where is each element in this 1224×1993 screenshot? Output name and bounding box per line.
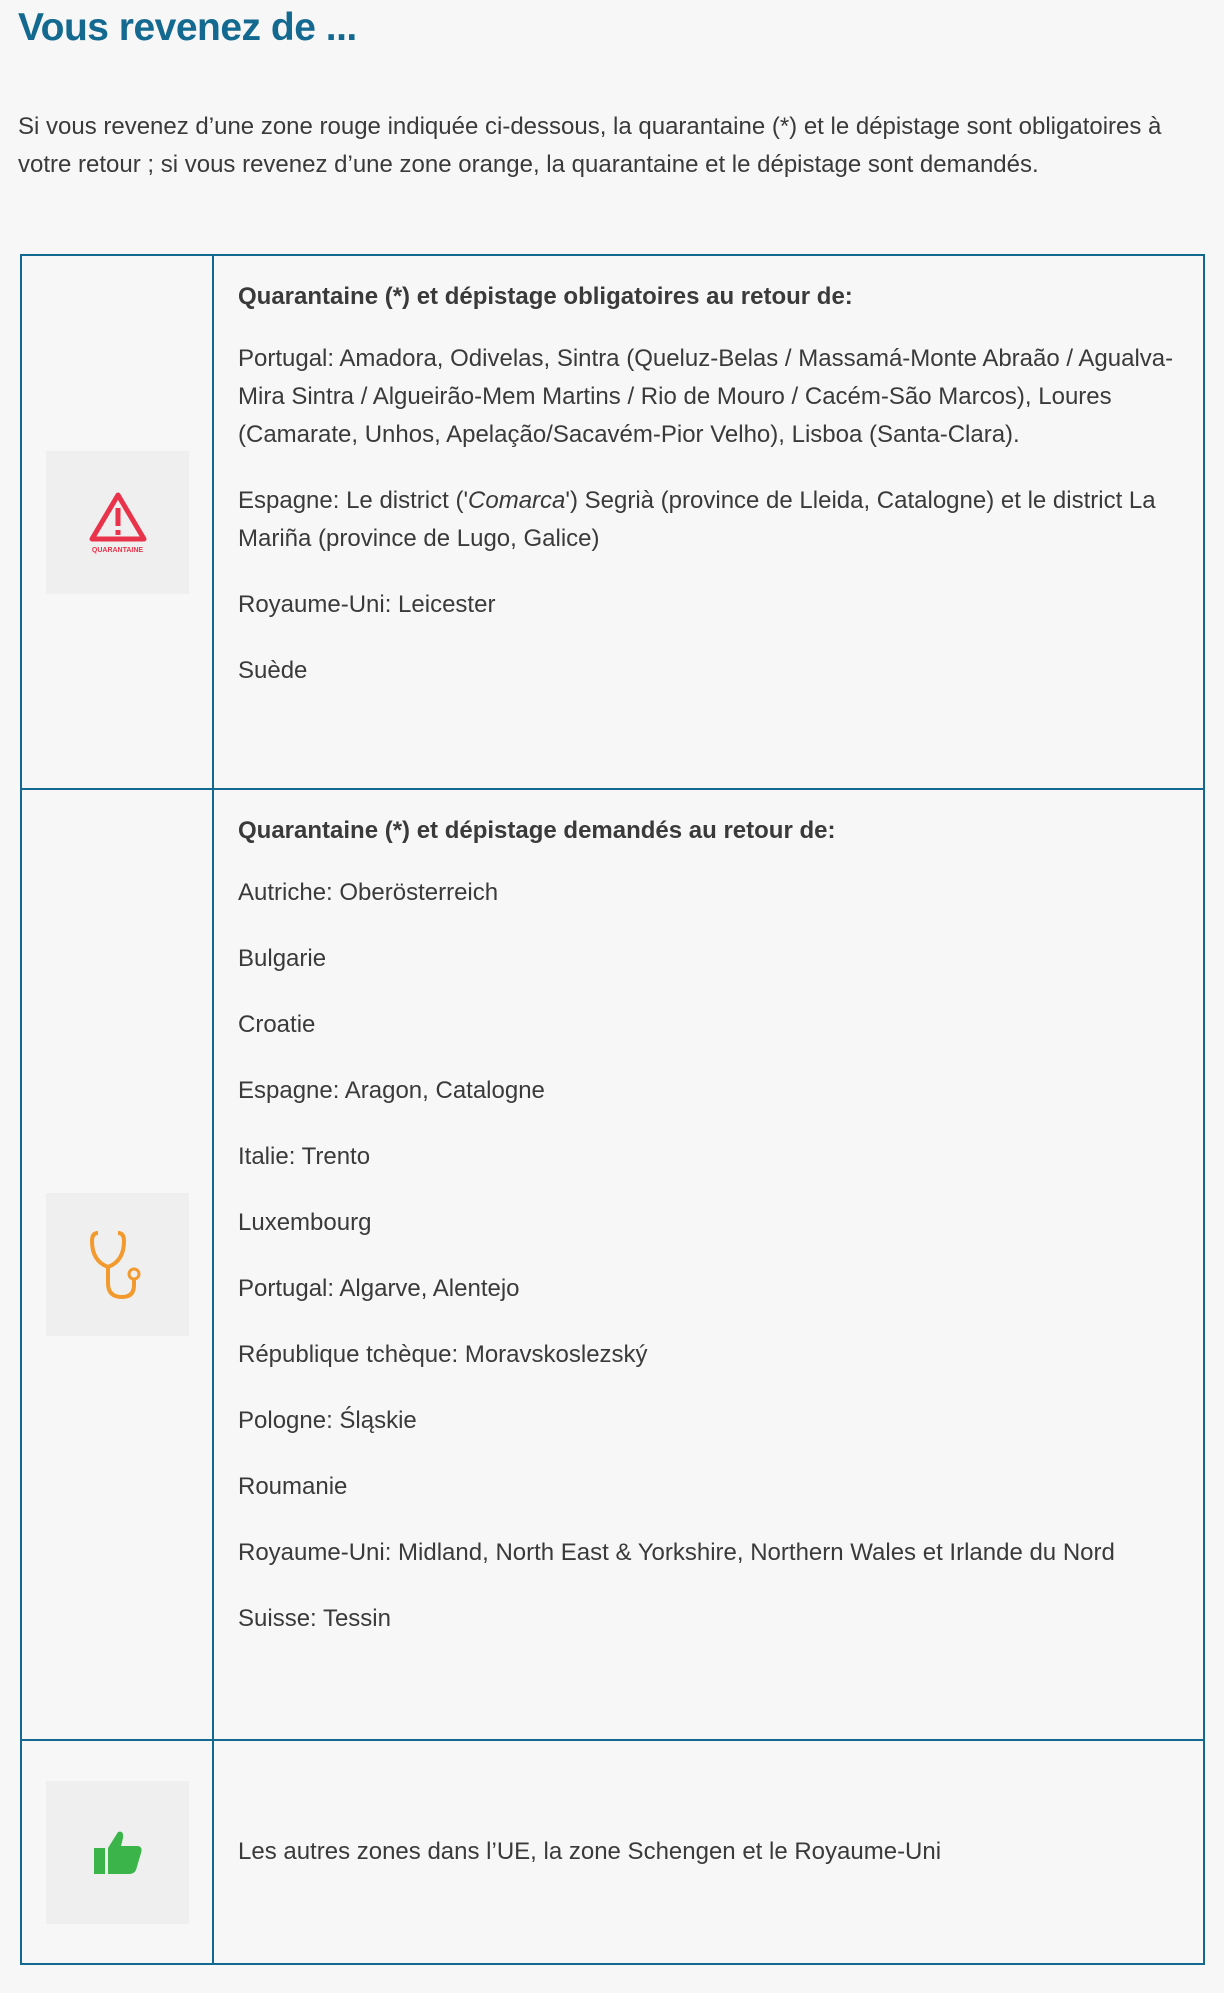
intro-text: Si vous revenez d’une zone rouge indiquée ci-dessous, la quarantaine (*) et le dépistage sont obligatoires à votre retour ; si vous revenez d’une zone orange, la quarantaine et le dépistage sont demandés. (18, 113, 1162, 178)
icon-cell (21, 1740, 213, 1964)
table-row-green-zone (21, 1740, 1204, 1964)
list-item: Italie: Trento (238, 1143, 371, 1170)
text-part: Espagne: Le district (' (238, 487, 469, 514)
thumbs-up-icon (46, 1781, 189, 1924)
list-item: Espagne: Aragon, Catalogne (238, 1077, 545, 1104)
list-item (238, 482, 1179, 558)
page-title: Vous revenez de ... (18, 6, 357, 49)
list-item: Croatie (238, 1011, 316, 1038)
list-item: Bulgarie (238, 945, 327, 972)
list-item: Royaume-Uni: Leicester (238, 591, 496, 618)
icon-cell (21, 789, 213, 1740)
icon-cell (21, 255, 213, 789)
list-item: Autriche: Oberösterreich (238, 879, 499, 906)
warning-triangle-icon (46, 451, 189, 594)
list-item: Royaume-Uni: Midland, North East & Yorkshire, Northern Wales et Irlande du Nord (238, 1539, 1115, 1566)
text-cell (213, 1740, 1204, 1964)
list-item: République tchèque: Moravskoslezský (238, 1341, 648, 1368)
list-item: Portugal: Amadora, Odivelas, Sintra (Queluz-Belas / Massamá-Monte Abraão / Agualva-Mira Sintra / Algueirão-Mem Martins / Rio de Mouro / Cacém-São Marcos), Loures (Camarate, Unhos, Apelação/Sacavém-Pior Velho), Lisboa (Santa-Clara). (238, 345, 1174, 448)
stethoscope-icon (46, 1193, 189, 1336)
text-cell (213, 255, 1204, 789)
list-item: Luxembourg (238, 1209, 372, 1236)
list-item: Suède (238, 657, 308, 684)
text-emphasis: Comarca (468, 487, 566, 514)
table-row-red-zone (21, 255, 1204, 789)
text-part: ') Segrià (province de Lleida, Catalogne) et le district La Mariña (province de Lugo, Galice) (238, 487, 1156, 552)
quarantaine-label: QUARANTAINE (91, 546, 144, 554)
text-cell (213, 789, 1204, 1740)
zones-table (20, 254, 1205, 1965)
list-item: Pologne: Śląskie (238, 1407, 417, 1434)
list-item: Suisse: Tessin (238, 1605, 391, 1632)
row-heading: Quarantaine (*) et dépistage demandés au retour de: (238, 817, 836, 844)
table-row-orange-zone (21, 789, 1204, 1740)
list-item: Roumanie (238, 1473, 348, 1500)
list-item: Portugal: Algarve, Alentejo (238, 1275, 520, 1302)
row-heading: Quarantaine (*) et dépistage obligatoires au retour de: (238, 283, 853, 310)
other-zones-text: Les autres zones dans l’UE, la zone Schengen et le Royaume-Uni (238, 1838, 942, 1865)
